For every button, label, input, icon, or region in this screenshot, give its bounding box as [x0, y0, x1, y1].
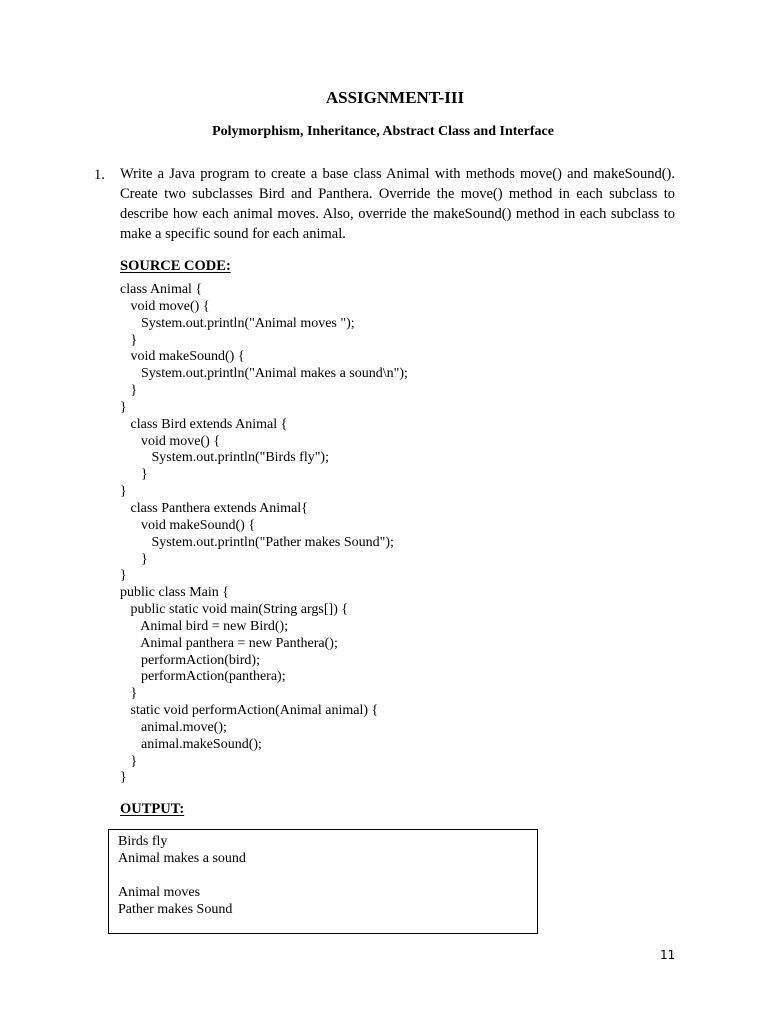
code-line: } [120, 383, 138, 399]
code-line: Animal panthera = new Panthera(); [120, 635, 338, 651]
code-line: System.out.println("Birds fly"); [120, 450, 329, 466]
assignment-title: ASSIGNMENT-III [325, 88, 465, 107]
code-line: void move() { [120, 433, 221, 449]
code-line: performAction(bird); [120, 652, 260, 668]
output-line [118, 867, 246, 884]
code-line: performAction(panthera); [120, 669, 286, 685]
code-line: } [120, 753, 138, 769]
code-line: Animal bird = new Bird(); [120, 618, 289, 634]
code-line: class Bird extends Animal { [120, 416, 288, 432]
code-line: System.out.println("Pather makes Sound"); [120, 534, 394, 550]
source-code-heading: SOURCE CODE: [120, 258, 231, 274]
code-line: void makeSound() { [120, 349, 245, 365]
code-line: } [120, 770, 127, 786]
page-number: 11 [660, 948, 676, 962]
code-line: } [120, 467, 148, 483]
output-line: Animal moves [118, 885, 201, 900]
code-line: } [120, 332, 138, 348]
output-line: Pather makes Sound [118, 902, 233, 917]
question-number: 1. [94, 167, 105, 183]
code-line: } [120, 399, 127, 415]
code-line: void move() { [120, 298, 210, 314]
code-line: animal.makeSound(); [120, 736, 262, 752]
code-line: } [120, 568, 127, 584]
code-line: static void performAction(Animal animal) { [120, 703, 379, 719]
code-line: class Animal { [120, 282, 203, 297]
code-line: void makeSound() { [120, 517, 256, 533]
code-line: } [120, 551, 148, 567]
code-line: System.out.println("Animal makes a sound\n"); [120, 366, 408, 382]
source-code-block [120, 282, 660, 787]
assignment-subtitle: Polymorphism, Inheritance, Abstract Class and Interface [212, 124, 554, 139]
question-text: Write a Java program to create a base class Animal with methods move() and makeSound(). Create two subclasses Bird and Panthera. Override the move() method in each subclass to describe how each animal moves. Also, override the makeSound() method in each subclass to make a specific sound for each animal. [120, 166, 675, 242]
code-line: class Panthera extends Animal{ [120, 500, 308, 516]
output-heading: OUTPUT: [120, 801, 185, 817]
code-line: animal.move(); [120, 719, 227, 735]
output-line: Birds fly [118, 834, 168, 849]
code-line: public static void main(String args[]) { [120, 602, 349, 618]
output-lines [118, 833, 246, 918]
output-line: Animal makes a sound [118, 851, 246, 866]
code-line: public class Main { [120, 585, 229, 601]
code-line: } [120, 484, 127, 500]
output-box [108, 829, 538, 934]
code-line: } [120, 686, 138, 702]
code-line: System.out.println("Animal moves "); [120, 315, 355, 331]
